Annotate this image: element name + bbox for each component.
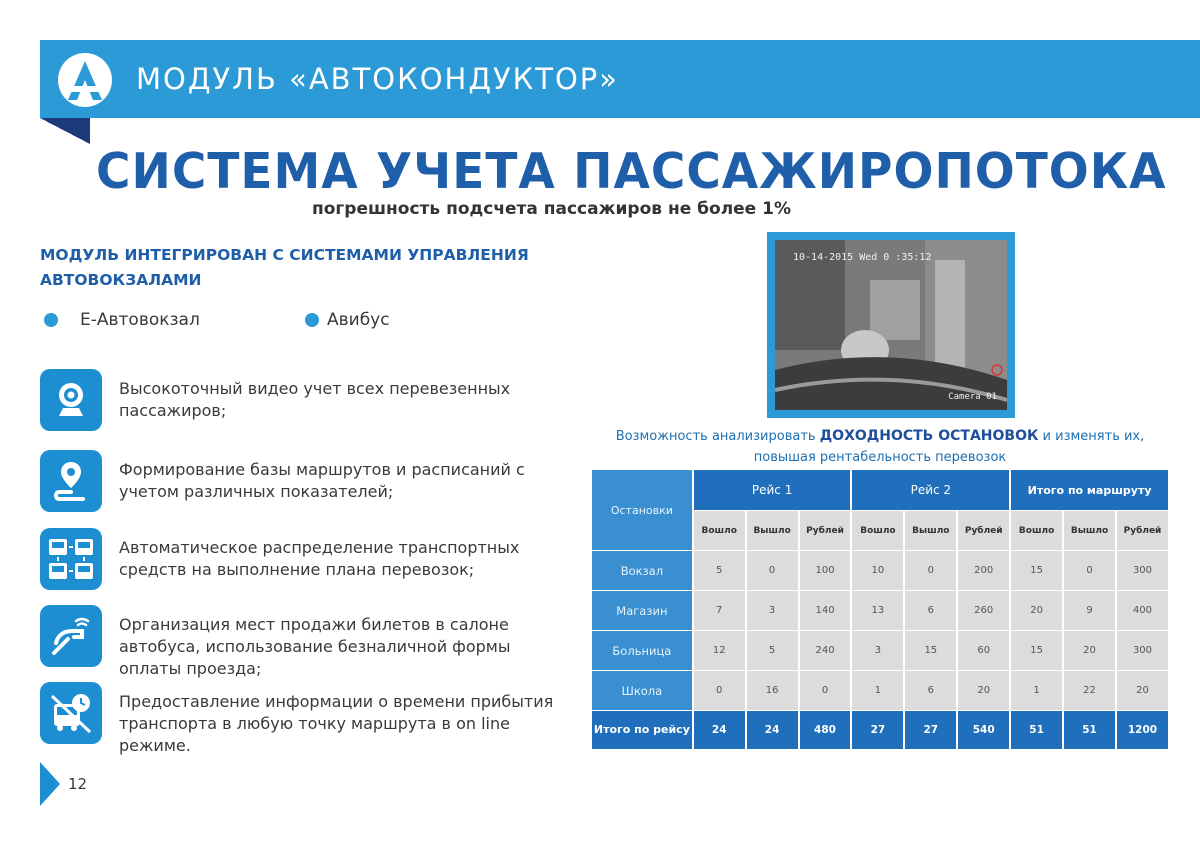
table-cell: 1	[1011, 671, 1062, 710]
bullet-icon	[305, 313, 319, 327]
table-cell: 140	[800, 591, 851, 630]
table-cell: 5	[747, 631, 798, 670]
webcam-icon	[40, 369, 102, 431]
caption-line-2: повышая рентабельность перевозок	[753, 450, 1007, 465]
table-subheader: Вошло	[694, 511, 745, 550]
table-subheader: Рублей	[958, 511, 1009, 550]
table-cell: 300	[1117, 551, 1168, 590]
table-cell: 100	[800, 551, 851, 590]
table-header-trip-1: Рейс 1	[694, 470, 851, 510]
camera-timestamp: 10-14-2015 Wed 0 :35:12	[793, 252, 932, 263]
row-stop-name: Школа	[592, 671, 692, 710]
page-subtitle: погрешность подсчета пассажиров не более 1%	[312, 199, 791, 219]
caption-text-after: и изменять их,	[1038, 429, 1145, 444]
camera-label: Camera 01	[948, 392, 997, 402]
row-stop-name: Больница	[592, 631, 692, 670]
total-cell: 27	[905, 711, 956, 749]
feature-route-database	[40, 450, 570, 512]
table-subheader: Вышло	[1064, 511, 1115, 550]
table-row	[592, 551, 1168, 590]
table-row	[592, 671, 1168, 710]
page-arrow-icon	[40, 762, 60, 806]
table-subheader: Вошло	[1011, 511, 1062, 550]
table-cell: 20	[1064, 631, 1115, 670]
table-cell: 3	[852, 631, 903, 670]
total-row-label: Итого по рейсу	[592, 711, 692, 749]
table-cell: 240	[800, 631, 851, 670]
total-cell: 540	[958, 711, 1009, 749]
table-header-stops: Остановки	[592, 470, 692, 550]
row-stop-name: Магазин	[592, 591, 692, 630]
bus-distribution-icon	[40, 528, 102, 590]
table-cell: 7	[694, 591, 745, 630]
table-cell: 0	[694, 671, 745, 710]
caption-bold: ДОХОДНОСТЬ ОСТАНОВОК	[819, 428, 1039, 444]
table-cell: 60	[958, 631, 1009, 670]
total-cell: 24	[747, 711, 798, 749]
table-header-trip-2: Рейс 2	[852, 470, 1009, 510]
stops-table	[592, 469, 1170, 750]
table-total-row	[592, 711, 1168, 749]
table-cell: 200	[958, 551, 1009, 590]
table-cell: 5	[694, 551, 745, 590]
table-cell: 6	[905, 591, 956, 630]
feature-vehicle-distribution	[40, 528, 570, 590]
table-subheader: Вышло	[905, 511, 956, 550]
table-cell: 13	[852, 591, 903, 630]
total-cell: 24	[694, 711, 745, 749]
feature-text: Предоставление информации о времени прибытия транспорта в любую точку маршрута в on line режиме.	[119, 692, 554, 755]
table-cell: 400	[1117, 591, 1168, 630]
page-number: 12	[68, 775, 88, 793]
total-cell: 51	[1011, 711, 1062, 749]
system-label: Авибус	[327, 310, 390, 330]
table-cell: 9	[1064, 591, 1115, 630]
feature-ticket-sales	[40, 605, 570, 680]
table-subheader: Рублей	[800, 511, 851, 550]
feature-text: Автоматическое распределение транспортных средств на выполнение плана перевозок;	[119, 538, 520, 579]
feature-text: Формирование базы маршрутов и расписаний с учетом различных показателей;	[119, 460, 525, 501]
table-row	[592, 631, 1168, 670]
feature-arrival-info	[40, 682, 570, 757]
table-subheader: Рублей	[1117, 511, 1168, 550]
camera-frame	[767, 232, 1015, 418]
total-cell: 480	[800, 711, 851, 749]
total-cell: 51	[1064, 711, 1115, 749]
table-cell: 15	[1011, 631, 1062, 670]
table-cell: 0	[747, 551, 798, 590]
table-cell: 0	[800, 671, 851, 710]
table-cell: 20	[958, 671, 1009, 710]
table-cell: 20	[1011, 591, 1062, 630]
contactless-payment-icon	[40, 605, 102, 667]
table-cell: 10	[852, 551, 903, 590]
total-cell: 27	[852, 711, 903, 749]
bullet-icon	[44, 313, 58, 327]
header-fold	[40, 118, 90, 144]
table-cell: 15	[1011, 551, 1062, 590]
table-header-route-total: Итого по маршруту	[1011, 470, 1168, 510]
header-title: МОДУЛЬ «АВТОКОНДУКТОР»	[136, 62, 620, 96]
table-caption	[592, 426, 1168, 468]
system-label: Е-Автовокзал	[80, 310, 200, 330]
table-cell: 12	[694, 631, 745, 670]
table-cell: 3	[747, 591, 798, 630]
table-cell: 15	[905, 631, 956, 670]
table-cell: 16	[747, 671, 798, 710]
table-row	[592, 591, 1168, 630]
table-cell: 0	[905, 551, 956, 590]
table-cell: 260	[958, 591, 1009, 630]
route-pin-icon	[40, 450, 102, 512]
table-cell: 6	[905, 671, 956, 710]
total-cell: 1200	[1117, 711, 1168, 749]
bus-clock-icon	[40, 682, 102, 744]
table-cell: 0	[1064, 551, 1115, 590]
table-cell: 20	[1117, 671, 1168, 710]
camera-scene-image	[775, 240, 1007, 410]
feature-video-count	[40, 369, 570, 431]
feature-text: Организация мест продажи билетов в салоне автобуса, использование безналичной формы оплаты проезда;	[119, 615, 511, 678]
system-item-avibus	[305, 310, 390, 330]
system-item-e-avtovokzal	[44, 310, 200, 330]
table-cell: 300	[1117, 631, 1168, 670]
table-cell: 1	[852, 671, 903, 710]
camera-snapshot	[775, 240, 1007, 410]
page-title: СИСТЕМА УЧЕТА ПАССАЖИРОПОТОКА	[96, 142, 1167, 201]
caption-text-before: Возможность анализировать	[615, 429, 820, 444]
feature-text: Высокоточный видео учет всех перевезенных пассажиров;	[119, 379, 511, 420]
row-stop-name: Вокзал	[592, 551, 692, 590]
table-cell: 22	[1064, 671, 1115, 710]
table-subheader: Вышло	[747, 511, 798, 550]
table-subheader: Вошло	[852, 511, 903, 550]
integration-heading: МОДУЛЬ ИНТЕГРИРОВАН С СИСТЕМАМИ УПРАВЛЕНИЯ АВТОВОКЗАЛАМИ	[40, 246, 529, 289]
logo-a-icon	[57, 52, 113, 108]
